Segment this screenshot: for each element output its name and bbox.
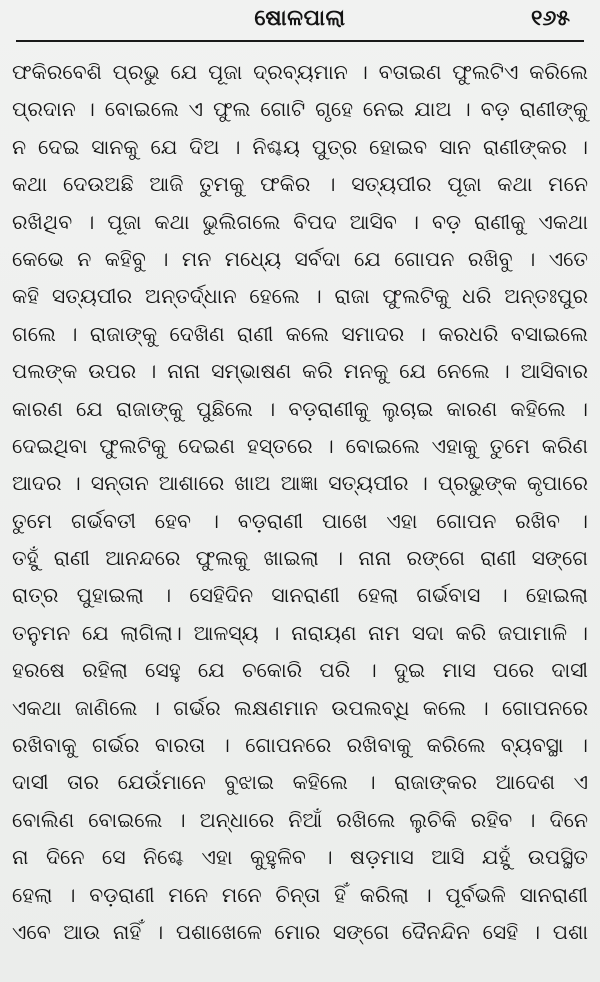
text-line-10: କାରଣ ଯେ ରାଜାଙ୍କୁ ପୁଛିଲେ । ବଡ଼ରାଣୀକୁ ଲୁଚାଇ କାରଣ କହିଲେ । <box>12 396 588 421</box>
text-line-24: ଏବେ ଆଉ ନାହିଁ । ପଶାଖେଳେ ମୋର ସଙ୍ଗେ ଦୈନନ୍ଦିନ ସେହି । ପଶା <box>12 919 588 944</box>
header-rule <box>16 40 584 42</box>
text-line-2: ପ୍ରଦାନ । ବୋଇଲେ ଏ ଫୁଲ ଗୋଟି ଗୃହେ ନେଇ ଯାଅ । ବଡ଼ ରାଣୀଙ୍କୁ <box>12 97 588 122</box>
text-line-14: ତହୁଁ ରାଣୀ ଆନନ୍ଦରେ ଫୁଲକୁ ଖାଇଲା । ନାନା ରଙ୍ଗେ ରାଣୀ ସଙ୍ଗେ <box>12 546 588 571</box>
text-line-6: କେଭେ ନ କହିବୁ । ମନ ମଧ୍ୟେ ସର୍ବଦା ଯେ ଗୋପନ ରଖିବୁ । ଏତେ <box>12 246 588 271</box>
text-line-19: ରଖିବାକୁ ଗର୍ଭର ବାରତା । ଗୋପନରେ ରଖିବାକୁ କରିଲେ ବ୍ୟବସ୍ଥା । <box>12 733 588 758</box>
text-line-12: ଆଦର । ସନ୍ତାନ ଆଶାରେ ଖାଅ ଆଜ୍ଞା ସତ୍ୟପୀର । ପ୍ରଭୁଙ୍କ କୃପାରେ <box>12 471 588 496</box>
body-text <box>10 54 590 951</box>
text-line-1: ଫକିରବେଶି ପ୍ରଭୁ ଯେ ପୂଜା ଦ୍ରବ୍ୟମାନ । ବତାଇଣ ଫୁଲଟିଏ କରିଲେ <box>12 60 588 84</box>
text-line-7: କହି ସତ୍ୟପୀର ଅନ୍ତର୍ଦ୍ଧାନ ହେଲେ । ରାଜା ଫୁଲଟିକୁ ଧରି ଅନ୍ତଃପୁର <box>12 284 588 309</box>
page-number: ୧୬୫ <box>530 6 570 31</box>
text-line-5: ରଖିଥିବ । ପୂଜା କଥା ଭୁଲିଗଲେ ବିପଦ ଆସିବ । ବଡ଼ ରାଣୀକୁ ଏକଥା <box>12 209 588 234</box>
text-line-3: ନ ଦେଇ ସାନକୁ ଯେ ଦିଅ । ନିଶ୍ଚୟ ପୁତ୍ର ହୋଇବ ସାନ ରାଣୀଙ୍କର । <box>12 134 588 159</box>
text-line-20: ଦାସୀ ତାର ଯେଉଁମାନେ ବୁଝାଇ କହିଲେ । ରାଜାଙ୍କର ଆଦେଶ ଏ <box>12 770 588 795</box>
text-line-13: ତୁମେ ଗର୍ଭବତୀ ହେବ । ବଡ଼ରାଣୀ ପାଖେ ଏହା ଗୋପନ ରଖିବ । <box>12 508 588 533</box>
text-line-22: ନା ଦିନେ ସେ ନିଶ୍ଚେ ଏହା କୁହୁଳିବ । ଷଡ଼ମାସ ଆସି ଯହୁଁ ଉପସ୍ଥିତ <box>12 845 588 870</box>
text-line-8: ଗଲେ । ରାଜାଙ୍କୁ ଦେଖିଣ ରାଣୀ କଲେ ସମାଦର । କରଧରି ବସାଇଲେ <box>12 321 588 346</box>
text-line-21: ବୋଲିଣ ବୋଇଲେ । ଅନ୍ଧାରେ ନିଆଁ ରଖିଲେ ଲୁଚିକି ରହିବ । ଦିନେ <box>12 807 588 832</box>
text-line-16: ତନୁମନ ଯେ ଲାଗିଲା। ଆଳସ୍ୟ । ନାରାୟଣ ନାମ ସଦା କରି ଜପାମାଳି । <box>12 620 588 645</box>
text-line-18: ଏକଥା ଜାଣିଲେ । ଗର୍ଭର ଲକ୍ଷଣମାନ ଉପଲବ୍ଧି କଲେ । ଗୋପନରେ <box>12 695 588 720</box>
text-line-17: ହରଷେ ରହିଲା ସେହୁ ଯେ ଚକୋରି ପରି । ଦୁଇ ମାସ ପରେ ଦାସୀ <box>12 658 588 683</box>
text-line-4: କଥା ଦେଉଅଛି ଆଜି ତୁମକୁ ଫକିର । ସତ୍ୟପୀର ପୂଜା କଥା ମନେ <box>12 172 588 197</box>
text-line-11: ଦେଇଥିବା ଫୁଲଟିକୁ ଦେଇଣ ହସ୍ତରେ । ବୋଇଲେ ଏହାକୁ ତୁମେ କରିଣ <box>12 433 588 458</box>
text-line-9: ପଲଙ୍କ ଉପର । ନାନା ସମ୍ଭାଷଣ କରି ମନକୁ ଯେ ନେଲେ । ଆସିବାର <box>12 359 588 384</box>
page-header <box>10 0 590 44</box>
text-line-23: ହେଲା । ବଡ଼ରାଣୀ ମନେ ମନେ ଚିନ୍ତା ହିଁ କରିଲା । ପୂର୍ବଭଳି ସାନରାଣୀ <box>12 882 588 907</box>
running-title: ଷୋଳପାଲା <box>254 6 346 31</box>
text-line-15: ରାତ୍ର ପୁହାଇଲା । ସେହିଦିନ ସାନରାଣୀ ହେଲା ଗର୍ଭବାସ । ହୋଇଲା <box>12 583 588 608</box>
